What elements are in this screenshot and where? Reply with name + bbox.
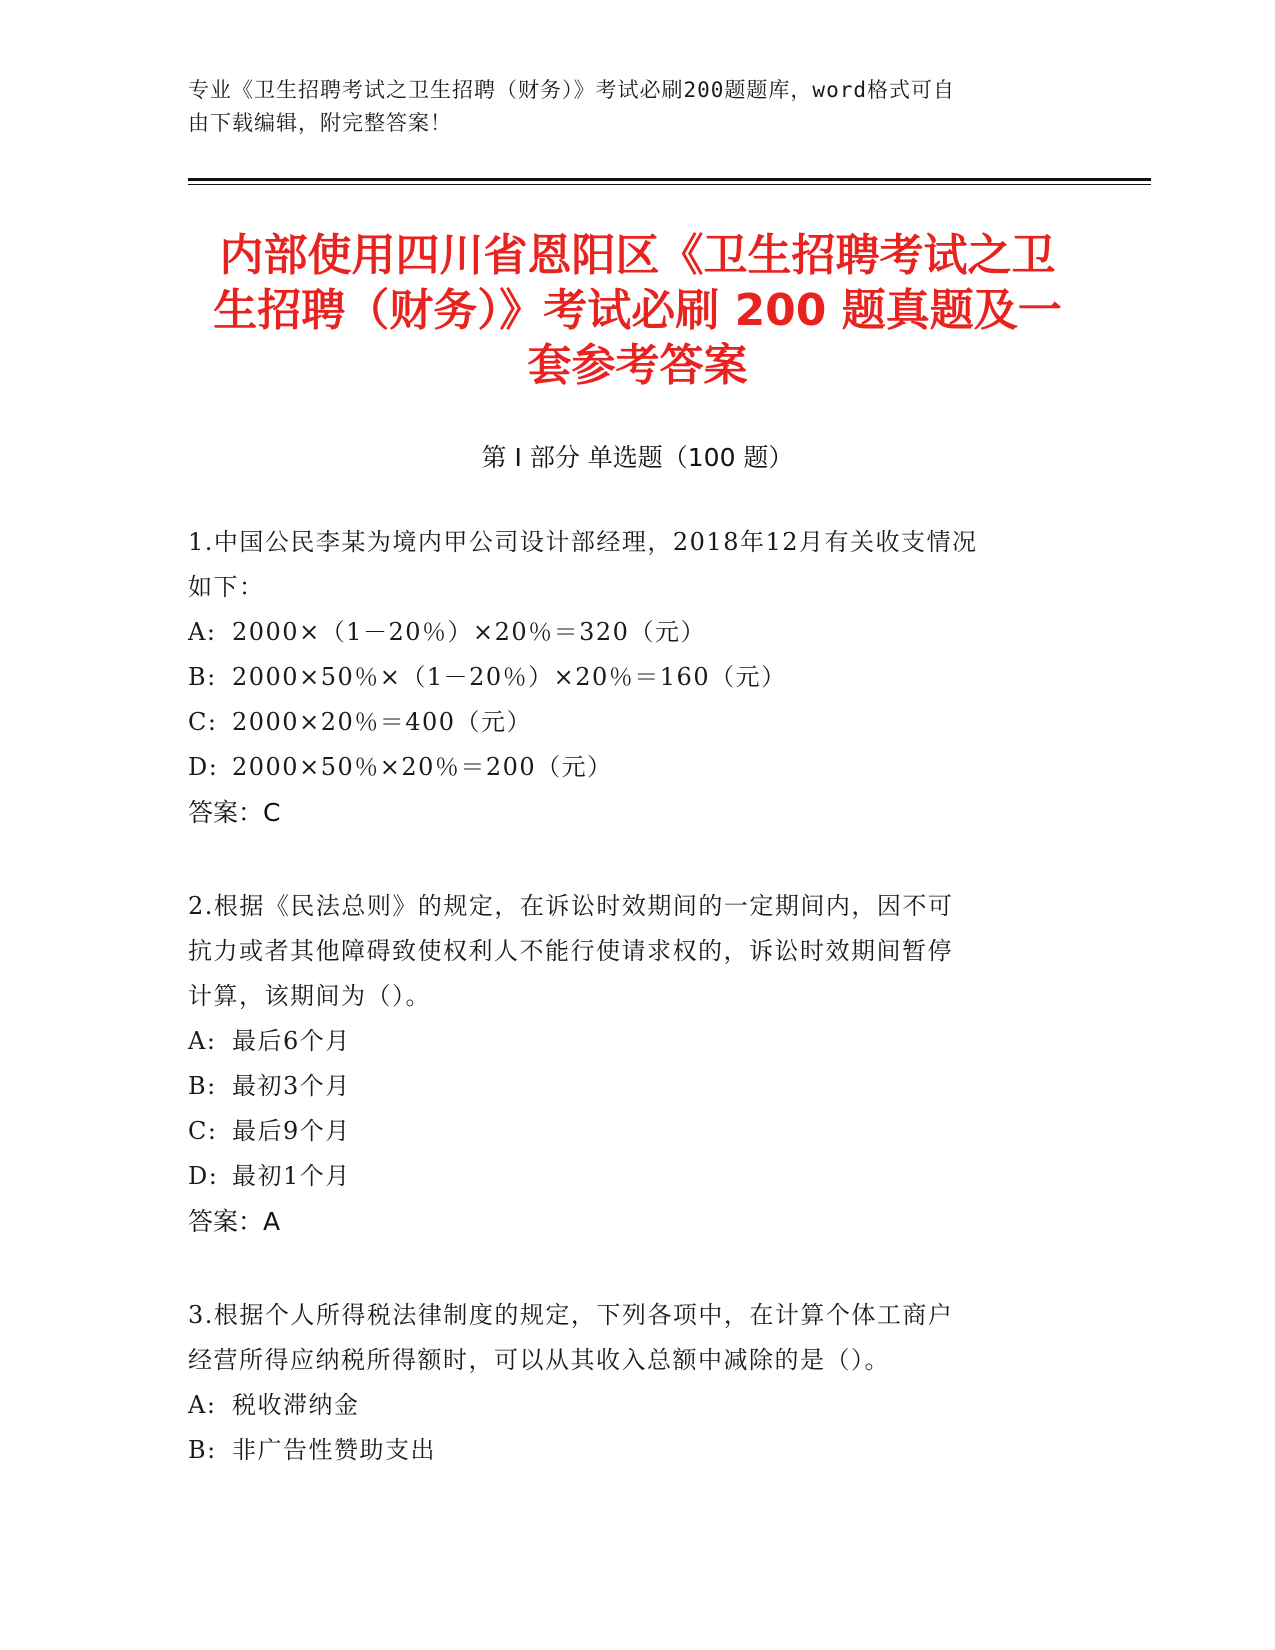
option-text: 最后9个月 xyxy=(232,1117,351,1145)
option-d xyxy=(188,1154,1088,1199)
option-letter: A: xyxy=(188,1391,217,1419)
title-line: 生招聘（财务）》考试必刷 200 题真题及一 xyxy=(213,285,1062,336)
option-letter: B: xyxy=(188,1436,217,1464)
question-stem: 抗力或者其他障碍致使权利人不能行使请求权的，诉讼时效期间暂停 xyxy=(188,937,953,965)
option-text: 税收滞纳金 xyxy=(232,1391,360,1419)
question-stem: 1.中国公民李某为境内甲公司设计部经理，2018年12月有关收支情况 xyxy=(188,528,978,556)
option-c xyxy=(188,1109,1088,1154)
question-stem: 经营所得应纳税所得额时，可以从其收入总额中减除的是（）。 xyxy=(188,1346,890,1374)
header-note xyxy=(188,74,1088,140)
question-stem: 2.根据《民法总则》的规定，在诉讼时效期间的一定期间内，因不可 xyxy=(188,892,954,920)
option-text: 2000×20％＝400（元） xyxy=(232,708,533,736)
question-list xyxy=(188,520,1088,1521)
option-letter: A: xyxy=(188,1027,217,1055)
option-b xyxy=(188,655,1088,700)
option-letter: A: xyxy=(188,618,217,646)
title-line: 内部使用四川省恩阳区《卫生招聘考试之卫 xyxy=(219,230,1056,281)
header-note-line: 由下载编辑，附完整答案！ xyxy=(188,111,452,135)
question-1 xyxy=(188,520,1088,836)
option-letter: D: xyxy=(188,1162,219,1190)
option-a xyxy=(188,610,1088,655)
option-letter: B: xyxy=(188,1072,217,1100)
option-text: 最后6个月 xyxy=(232,1027,351,1055)
header-divider-thin xyxy=(188,184,1151,185)
question-stem: 如下： xyxy=(188,573,265,601)
option-text: 最初3个月 xyxy=(232,1072,351,1100)
option-text: 最初1个月 xyxy=(232,1162,351,1190)
question-3 xyxy=(188,1293,1088,1473)
answer: 答案：C xyxy=(188,798,281,827)
header-note-line: 专业《卫生招聘考试之卫生招聘（财务）》考试必刷200题题库，word格式可自 xyxy=(188,78,955,102)
option-text: 2000×（1－20％）×20％＝320（元） xyxy=(232,618,706,646)
option-a xyxy=(188,1383,1088,1428)
option-letter: B: xyxy=(188,663,217,691)
option-d xyxy=(188,745,1088,790)
question-stem: 3.根据个人所得税法律制度的规定，下列各项中，在计算个体工商户 xyxy=(188,1301,954,1329)
option-c xyxy=(188,700,1088,745)
question-2 xyxy=(188,884,1088,1245)
header-divider-thick xyxy=(188,178,1151,181)
title-line: 套参考答案 xyxy=(527,340,748,391)
document-title xyxy=(150,228,1125,393)
option-letter: C: xyxy=(188,708,218,736)
option-a xyxy=(188,1019,1088,1064)
option-text: 2000×50％×（1－20％）×20％＝160（元） xyxy=(232,663,787,691)
answer: 答案：A xyxy=(188,1207,281,1236)
option-b xyxy=(188,1064,1088,1109)
option-letter: D: xyxy=(188,753,219,781)
option-letter: C: xyxy=(188,1117,218,1145)
section-title: 第 I 部分 单选题（100 题） xyxy=(481,443,794,472)
option-text: 2000×50％×20％＝200（元） xyxy=(232,753,613,781)
option-b xyxy=(188,1428,1088,1473)
option-text: 非广告性赞助支出 xyxy=(232,1436,436,1464)
question-stem: 计算，该期间为（）。 xyxy=(188,982,431,1010)
